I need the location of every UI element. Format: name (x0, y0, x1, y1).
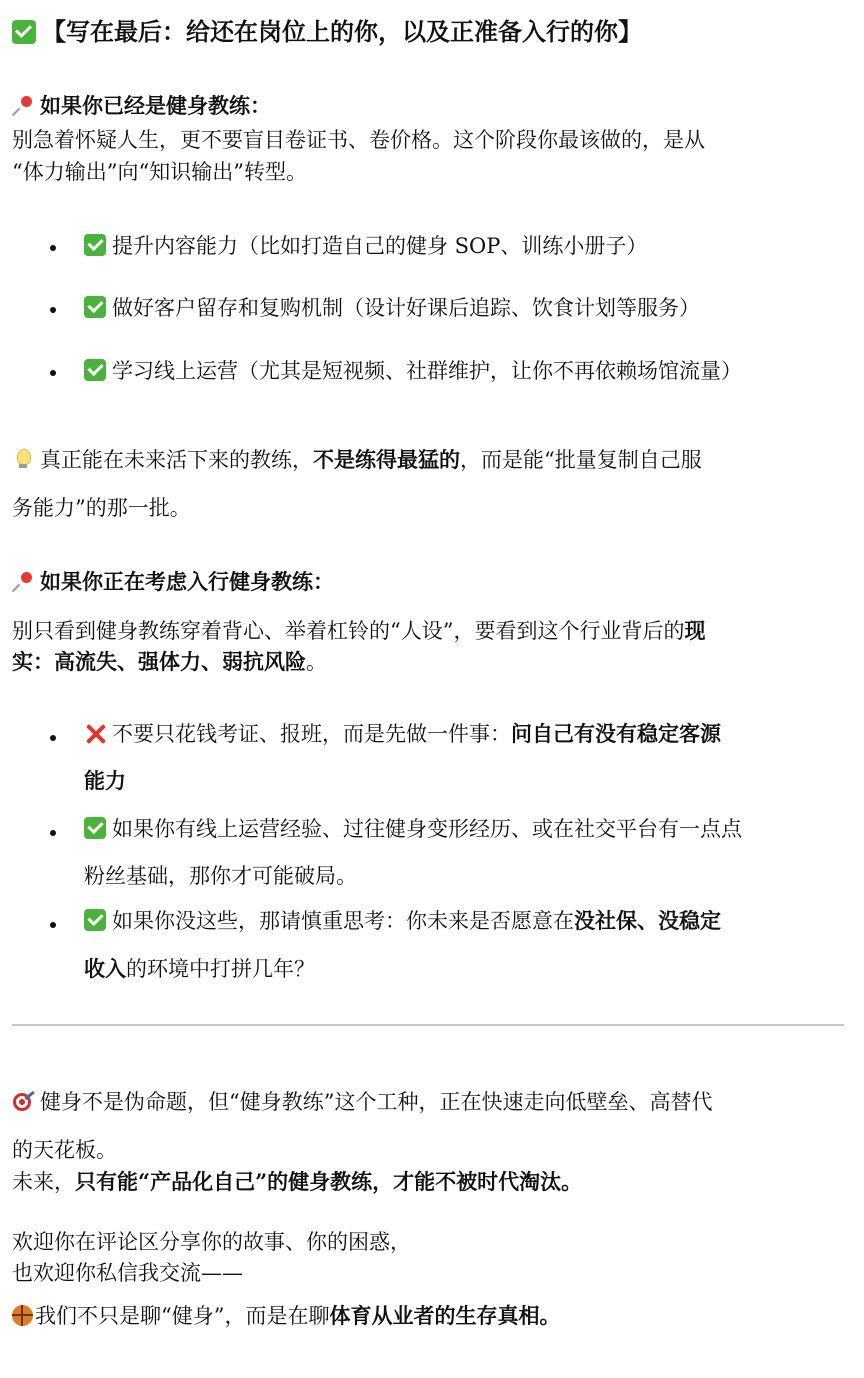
paragraph: 别急着怀疑人生，更不要盲目卷证书、卷价格。这个阶段你最该做的，是从 (12, 128, 705, 152)
paragraph: 实：高流失、强体力、弱抗风险。 (12, 649, 327, 674)
paragraph: 的天花板。 (12, 1138, 117, 1162)
paragraph: 也欢迎你私信我交流—— (12, 1261, 243, 1285)
section-heading-new: 如果你正在考虑入行健身教练： (12, 566, 334, 596)
paragraph: 务能力”的那一批。 (12, 496, 191, 520)
list-item-continued: 收入的环境中打拼几年？ (84, 956, 315, 981)
list-item: 如果你有线上运营经验、过往健身变形经历、或在社交平台有一点点 (84, 813, 742, 843)
list-bullet (50, 830, 56, 836)
check-mark-button-icon (84, 817, 106, 839)
list-item: 学习线上运营（尤其是短视频、社群维护，让你不再依赖场馆流量） (84, 355, 742, 385)
list-bullet (50, 245, 56, 251)
check-mark-button-icon (12, 20, 36, 44)
final-paragraph: 我们不只是聊“健身”，而是在聊体育从业者的生存真相。 (12, 1300, 560, 1330)
paragraph: 欢迎你在评论区分享你的故事、你的困惑， (12, 1230, 411, 1254)
pushpin-icon (12, 570, 34, 592)
list-bullet (50, 922, 56, 928)
list-item: 提升内容能力（比如打造自己的健身 SOP、训练小册子） (84, 230, 647, 260)
divider (12, 1024, 844, 1026)
list-bullet (50, 735, 56, 741)
section-heading-current: 如果你已经是健身教练： (12, 90, 271, 120)
check-mark-button-icon (84, 296, 106, 318)
direct-hit-icon (12, 1090, 34, 1112)
paragraph: “体力输出”向“知识输出”转型。 (12, 160, 307, 184)
paragraph: 未来，只有能“产品化自己”的健身教练，才能不被时代淘汰。 (12, 1169, 583, 1194)
closing-paragraph: 健身不是伪命题，但“健身教练”这个工种，正在快速走向低壁垒、高替代 (12, 1086, 712, 1116)
list-item: 不要只花钱考证、报班，而是先做一件事：问自己有没有稳定客源 (84, 718, 721, 748)
check-mark-button-icon (84, 359, 106, 381)
list-item: 做好客户留存和复购机制（设计好课后追踪、饮食计划等服务） (84, 292, 700, 322)
pushpin-icon (12, 94, 34, 116)
list-item-continued: 粉丝基础，那你才可能破局。 (84, 864, 357, 888)
check-mark-button-icon (84, 909, 106, 931)
check-mark-button-icon (84, 234, 106, 256)
basketball-icon (12, 1305, 33, 1326)
list-item: 如果你没这些，那请慎重思考：你未来是否愿意在没社保、没稳定 (84, 905, 721, 935)
cross-mark-icon (84, 722, 106, 744)
tip-paragraph: 真正能在未来活下来的教练，不是练得最猛的，而是能“批量复制自己服 (12, 444, 702, 474)
section-title: 【写在最后：给还在岗位上的你，以及正准备入行的你】 (12, 12, 642, 47)
list-bullet (50, 370, 56, 376)
paragraph: 别只看到健身教练穿着背心、举着杠铃的“人设”，要看到这个行业背后的现 (12, 618, 706, 643)
list-bullet (50, 307, 56, 313)
list-item-continued: 能力 (84, 768, 126, 793)
light-bulb-icon (12, 448, 34, 470)
